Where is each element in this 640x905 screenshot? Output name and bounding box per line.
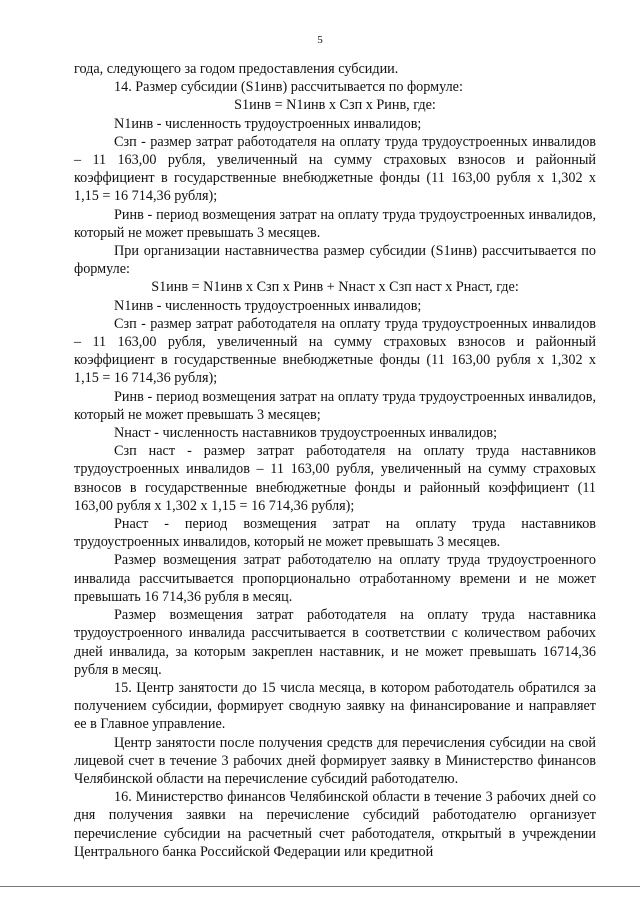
paragraph: Сзп - размер затрат работодателя на оплату труда трудоустроенных инвалидов – 11 163,00 рубля, увеличенный на сумму страховых взносов и районный коэффициент в государственные внебюджетные фонды (11 163,00 рубля х 1,302 х 1,15 = 16 714,36 рубля);: [74, 315, 596, 387]
paragraph: Центр занятости после получения средств для перечисления субсидии на свой лицевой счет в течение 3 рабочих дней формирует заявку в Министерство финансов Челябинской области на перечисление субсидий работодателю.: [74, 734, 596, 787]
paragraph: Ринв - период возмещения затрат на оплату труда трудоустроенных инвалидов, который не может превышать 3 месяцев;: [74, 388, 596, 423]
paragraph: Размер возмещения затрат работодателю на оплату труда трудоустроенного инвалида рассчитывается пропорционально отработанному времени и не может превышать 16 714,36 рубля в месяц.: [74, 552, 596, 605]
paragraph: 14. Размер субсидии (S1инв) рассчитывается по формуле:: [114, 79, 463, 96]
paragraph: Сзп - размер затрат работодателя на оплату труда трудоустроенных инвалидов – 11 163,00 рубля, увеличенный на сумму страховых взносов и районный коэффициент в государственные внебюджетные фонды (11 163,00 рубля х 1,302 х 1,15 = 16 714,36 рубля);: [74, 133, 596, 205]
paragraph: При организации наставничества размер субсидии (S1инв) рассчитывается по формуле:: [74, 243, 596, 278]
paragraph: N1инв - численность трудоустроенных инвалидов;: [114, 115, 422, 132]
paragraph: Сзп наст - размер затрат работодателя на оплату труда наставников трудоустроенных инвалидов – 11 163,00 рубля, увеличенный на сумму страховых взносов в государственные внебюджетные фонды и районный коэффициент (11 163,00 рубля х 1,302 х 1,15 = 16 714,36 рубля);: [74, 443, 596, 514]
paragraph: Размер возмещения затрат работодателя на оплату труда наставника трудоустроенного инвалида рассчитывается в соответствии с количеством рабочих дней инвалида, за которым закреплен наставник, и не может превышать 16714,36 рубля в месяц.: [74, 607, 596, 678]
formula: S1инв = N1инв х Сзп х Ринв, где:: [234, 97, 436, 114]
paragraph: Ринв - период возмещения затрат на оплату труда трудоустроенных инвалидов, который не может превышать 3 месяцев.: [74, 206, 596, 241]
page-bottom-divider: [0, 886, 640, 887]
paragraph: 16. Министерство финансов Челябинской области в течение 3 рабочих дней со дня получения заявки на перечисление субсидий работодателю организует перечисление субсидии на расчетный счет работодателя, открытый в учреждении Центрального банка Российской Федерации или кредитной: [74, 789, 596, 860]
paragraph: 15. Центр занятости до 15 числа месяца, в котором работодатель обратился за получением субсидии, формирует сводную заявку на финансирование и направляет ее в Главное управление.: [74, 679, 596, 733]
formula: S1инв = N1инв х Сзп х Ринв + Nнаст х Сзп наст х Рнаст, где:: [151, 279, 519, 296]
paragraph: Рнаст - период возмещения затрат на оплату труда наставников трудоустроенных инвалидов, который не может превышать 3 месяцев.: [74, 516, 596, 551]
paragraph: Nнаст - численность наставников трудоустроенных инвалидов;: [114, 425, 498, 442]
page-number: 5: [317, 34, 323, 46]
paragraph: N1инв - численность трудоустроенных инвалидов;: [114, 297, 422, 314]
paragraph: года, следующего за годом предоставления субсидии.: [74, 61, 399, 77]
document-body: [74, 60, 596, 861]
